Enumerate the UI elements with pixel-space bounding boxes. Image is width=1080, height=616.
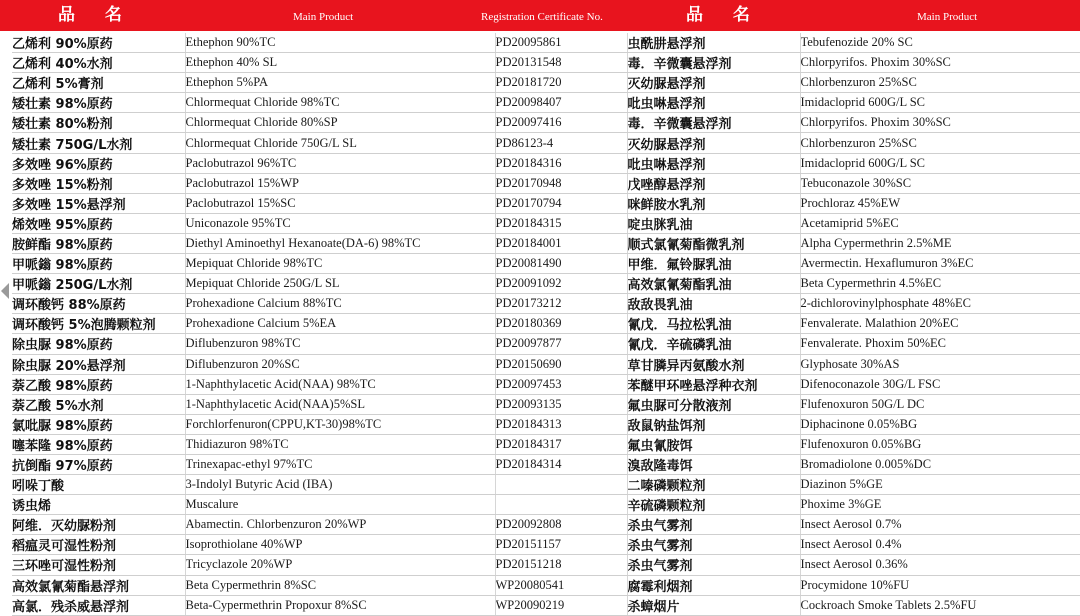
product-name-cn-right: 咪鲜胺水乳剂 [627, 193, 800, 213]
main-product-en: Ethephon 40% SL [185, 53, 495, 73]
registration-number: PD20184315 [495, 213, 627, 233]
product-name-cn-right: 氰戊．马拉松乳油 [627, 314, 800, 334]
main-product-en: Uniconazole 95%TC [185, 213, 495, 233]
registration-number: PD20173212 [495, 294, 627, 314]
table-row [12, 535, 1080, 555]
table-row [12, 374, 1080, 394]
main-product-en: 3-Indolyl Butyric Acid (IBA) [185, 475, 495, 495]
main-product-en: Chlormequat Chloride 80%SP [185, 113, 495, 133]
table-row [12, 53, 1080, 73]
table-row [12, 434, 1080, 454]
registration-number: PD20151218 [495, 555, 627, 575]
main-product-en-right: Fenvalerate. Malathion 20%EC [800, 314, 1080, 334]
main-product-en: Trinexapac-ethyl 97%TC [185, 454, 495, 474]
product-name-cn: 三环唑可湿性粉剂 [12, 555, 185, 575]
registration-number [495, 475, 627, 495]
main-product-en-right: Fenvalerate. Phoxim 50%EC [800, 334, 1080, 354]
registration-number: PD20081490 [495, 254, 627, 274]
registration-number: PD20098407 [495, 93, 627, 113]
main-product-en: 1-Naphthylacetic Acid(NAA)5%SL [185, 394, 495, 414]
registration-number: PD20184314 [495, 454, 627, 474]
table-row [12, 555, 1080, 575]
main-product-en-right: Insect Aerosol 0.7% [800, 515, 1080, 535]
product-name-cn: 萘乙酸 5%水剂 [12, 394, 185, 414]
product-name-cn-right: 氟虫脲可分散液剂 [627, 394, 800, 414]
product-name-cn: 调环酸钙 88%原药 [12, 294, 185, 314]
main-product-en: Prohexadione Calcium 88%TC [185, 294, 495, 314]
registration-number [495, 495, 627, 515]
product-name-cn: 氯吡脲 98%原药 [12, 414, 185, 434]
main-product-en: 1-Naphthylacetic Acid(NAA) 98%TC [185, 374, 495, 394]
product-name-cn-right: 溴敌隆毒饵 [627, 454, 800, 474]
registration-number: PD20093135 [495, 394, 627, 414]
main-product-en-right: Glyphosate 30%AS [800, 354, 1080, 374]
product-name-cn-right: 二嗪磷颗粒剂 [627, 475, 800, 495]
product-name-cn: 除虫脲 98%原药 [12, 334, 185, 354]
product-name-cn-right: 毒．辛微囊悬浮剂 [627, 53, 800, 73]
main-product-en: Chlormequat Chloride 750G/L SL [185, 133, 495, 153]
main-product-en: Mepiquat Chloride 250G/L SL [185, 274, 495, 294]
product-name-cn: 高效氯氰菊酯悬浮剂 [12, 575, 185, 595]
main-product-en: Mepiquat Chloride 98%TC [185, 254, 495, 274]
registration-number: PD20170794 [495, 193, 627, 213]
main-product-en-right: Insect Aerosol 0.36% [800, 555, 1080, 575]
main-product-en-right: Chlorbenzuron 25%SC [800, 73, 1080, 93]
main-product-en-right: Phoxime 3%GE [800, 495, 1080, 515]
product-name-cn-right: 氟虫氰胺饵 [627, 434, 800, 454]
table-row [12, 113, 1080, 133]
product-name-cn-right: 戊唑醇悬浮剂 [627, 173, 800, 193]
table-row [12, 233, 1080, 253]
product-name-cn: 多效唑 96%原药 [12, 153, 185, 173]
product-name-cn: 乙烯利 5%膏剂 [12, 73, 185, 93]
table-row [12, 173, 1080, 193]
product-name-cn: 多效唑 15%粉剂 [12, 173, 185, 193]
product-name-cn: 吲哚丁酸 [12, 475, 185, 495]
main-product-en-right: Insect Aerosol 0.4% [800, 535, 1080, 555]
product-name-cn-right: 灭幼脲悬浮剂 [627, 133, 800, 153]
table-row [12, 294, 1080, 314]
table-row [12, 475, 1080, 495]
main-product-en-right: Imidacloprid 600G/L SC [800, 93, 1080, 113]
table-row [12, 334, 1080, 354]
table-row [12, 495, 1080, 515]
main-product-en: Isoprothiolane 40%WP [185, 535, 495, 555]
product-name-cn: 萘乙酸 98%原药 [12, 374, 185, 394]
registration-number: PD20092808 [495, 515, 627, 535]
main-product-en: Paclobutrazol 15%WP [185, 173, 495, 193]
product-name-cn: 乙烯利 90%原药 [12, 33, 185, 53]
main-product-en-right: Flufenoxuron 0.05%BG [800, 434, 1080, 454]
main-product-en: Chlormequat Chloride 98%TC [185, 93, 495, 113]
main-product-en: Beta-Cypermethrin Propoxur 8%SC [185, 595, 495, 615]
header-name-left: 品 名 [58, 5, 134, 25]
registration-number: PD20184316 [495, 153, 627, 173]
product-name-cn-right: 吡虫啉悬浮剂 [627, 93, 800, 113]
registration-number: PD20150690 [495, 354, 627, 374]
main-product-en-right: Beta Cypermethrin 4.5%EC [800, 274, 1080, 294]
table-row [12, 213, 1080, 233]
main-product-en-right: Bromadiolone 0.005%DC [800, 454, 1080, 474]
product-name-cn: 阿维．灭幼脲粉剂 [12, 515, 185, 535]
product-name-cn: 矮壮素 98%原药 [12, 93, 185, 113]
product-name-cn-right: 敌敌畏乳油 [627, 294, 800, 314]
main-product-en: Diflubenzuron 98%TC [185, 334, 495, 354]
registration-number: PD20097416 [495, 113, 627, 133]
main-product-en: Forchlorfenuron(CPPU,KT-30)98%TC [185, 414, 495, 434]
registration-number: PD20097453 [495, 374, 627, 394]
table-header [0, 0, 1080, 31]
main-product-en: Prohexadione Calcium 5%EA [185, 314, 495, 334]
main-product-en: Paclobutrazol 96%TC [185, 153, 495, 173]
registration-number: PD20131548 [495, 53, 627, 73]
product-name-cn-right: 草甘膦异丙氨酸水剂 [627, 354, 800, 374]
main-product-en-right: Imidacloprid 600G/L SC [800, 153, 1080, 173]
product-name-cn-right: 高效氯氰菊酯乳油 [627, 274, 800, 294]
registration-number: WP20080541 [495, 575, 627, 595]
registration-number: PD20170948 [495, 173, 627, 193]
product-name-cn-right: 虫酰肼悬浮剂 [627, 33, 800, 53]
table-row [12, 93, 1080, 113]
product-name-cn: 除虫脲 20%悬浮剂 [12, 354, 185, 374]
main-product-en: Paclobutrazol 15%SC [185, 193, 495, 213]
table-row [12, 254, 1080, 274]
main-product-en-right: Alpha Cypermethrin 2.5%ME [800, 233, 1080, 253]
table-row [12, 515, 1080, 535]
table-row [12, 153, 1080, 173]
product-name-cn-right: 敌鼠钠盐饵剂 [627, 414, 800, 434]
header-main-product-right: Main Product [917, 11, 978, 23]
table-row [12, 133, 1080, 153]
header-main-product-left: Main Product [293, 11, 354, 23]
product-name-cn-right: 杀虫气雾剂 [627, 515, 800, 535]
main-product-en-right: Diphacinone 0.05%BG [800, 414, 1080, 434]
product-name-cn-right: 杀虫气雾剂 [627, 555, 800, 575]
main-product-en: Ethephon 90%TC [185, 33, 495, 53]
registration-number: PD20097877 [495, 334, 627, 354]
main-product-en: Ethephon 5%PA [185, 73, 495, 93]
main-product-en: Thidiazuron 98%TC [185, 434, 495, 454]
table-row [12, 595, 1080, 615]
main-product-en: Abamectin. Chlorbenzuron 20%WP [185, 515, 495, 535]
registration-number: PD20184317 [495, 434, 627, 454]
product-table [12, 33, 1080, 616]
main-product-en-right: Flufenoxuron 50G/L DC [800, 394, 1080, 414]
table-row [12, 394, 1080, 414]
product-table-body [12, 33, 1080, 615]
chevron-left-icon[interactable] [0, 281, 10, 301]
product-name-cn: 乙烯利 40%水剂 [12, 53, 185, 73]
main-product-en: Muscalure [185, 495, 495, 515]
main-product-en-right: Procymidone 10%FU [800, 575, 1080, 595]
registration-number: PD20180369 [495, 314, 627, 334]
product-name-cn: 高氯．残杀威悬浮剂 [12, 595, 185, 615]
product-name-cn-right: 腐霉利烟剂 [627, 575, 800, 595]
product-name-cn: 噻苯隆 98%原药 [12, 434, 185, 454]
product-name-cn: 甲哌鎓 250G/L水剂 [12, 274, 185, 294]
product-name-cn-right: 灭幼脲悬浮剂 [627, 73, 800, 93]
main-product-en-right: Tebufenozide 20% SC [800, 33, 1080, 53]
product-name-cn: 稻瘟灵可湿性粉剂 [12, 535, 185, 555]
product-name-cn: 烯效唑 95%原药 [12, 213, 185, 233]
table-row [12, 414, 1080, 434]
product-name-cn-right: 毒．辛微囊悬浮剂 [627, 113, 800, 133]
main-product-en-right: Prochloraz 45%EW [800, 193, 1080, 213]
registration-number: PD20091092 [495, 274, 627, 294]
registration-number: WP20090219 [495, 595, 627, 615]
main-product-en-right: Difenoconazole 30G/L FSC [800, 374, 1080, 394]
registration-number: PD20151157 [495, 535, 627, 555]
product-name-cn: 调环酸钙 5%泡腾颗粒剂 [12, 314, 185, 334]
table-row [12, 314, 1080, 334]
table-row [12, 274, 1080, 294]
table-row [12, 73, 1080, 93]
product-name-cn: 抗倒酯 97%原药 [12, 454, 185, 474]
product-name-cn: 甲哌鎓 98%原药 [12, 254, 185, 274]
main-product-en: Diflubenzuron 20%SC [185, 354, 495, 374]
registration-number: PD20184001 [495, 233, 627, 253]
main-product-en-right: Acetamiprid 5%EC [800, 213, 1080, 233]
product-name-cn-right: 氰戊．辛硫磷乳油 [627, 334, 800, 354]
product-name-cn-right: 吡虫啉悬浮剂 [627, 153, 800, 173]
main-product-en-right: Chlorpyrifos. Phoxim 30%SC [800, 113, 1080, 133]
product-name-cn-right: 顺式氯氰菊酯微乳剂 [627, 233, 800, 253]
registration-number: PD20181720 [495, 73, 627, 93]
main-product-en-right: 2-dichlorovinylphosphate 48%EC [800, 294, 1080, 314]
table-row [12, 193, 1080, 213]
main-product-en-right: Tebuconazole 30%SC [800, 173, 1080, 193]
product-name-cn: 矮壮素 80%粉剂 [12, 113, 185, 133]
table-row [12, 354, 1080, 374]
main-product-en: Beta Cypermethrin 8%SC [185, 575, 495, 595]
table-row [12, 454, 1080, 474]
product-name-cn: 矮壮素 750G/L水剂 [12, 133, 185, 153]
main-product-en-right: Avermectin. Hexaflumuron 3%EC [800, 254, 1080, 274]
product-name-cn: 胺鲜酯 98%原药 [12, 233, 185, 253]
product-name-cn-right: 啶虫脒乳油 [627, 213, 800, 233]
main-product-en-right: Chlorpyrifos. Phoxim 30%SC [800, 53, 1080, 73]
product-name-cn-right: 苯醚甲环唑悬浮种衣剂 [627, 374, 800, 394]
header-name-right: 品 名 [686, 5, 762, 25]
main-product-en-right: Cockroach Smoke Tablets 2.5%FU [800, 595, 1080, 615]
main-product-en: Diethyl Aminoethyl Hexanoate(DA-6) 98%TC [185, 233, 495, 253]
product-name-cn: 多效唑 15%悬浮剂 [12, 193, 185, 213]
header-registration: Registration Certificate No. [481, 11, 603, 23]
registration-number: PD20184313 [495, 414, 627, 434]
main-product-en-right: Diazinon 5%GE [800, 475, 1080, 495]
registration-number: PD86123-4 [495, 133, 627, 153]
product-name-cn-right: 杀蟑烟片 [627, 595, 800, 615]
product-name-cn-right: 辛硫磷颗粒剂 [627, 495, 800, 515]
main-product-en: Tricyclazole 20%WP [185, 555, 495, 575]
table-row [12, 33, 1080, 53]
product-name-cn-right: 杀虫气雾剂 [627, 535, 800, 555]
main-product-en-right: Chlorbenzuron 25%SC [800, 133, 1080, 153]
product-name-cn: 诱虫烯 [12, 495, 185, 515]
table-row [12, 575, 1080, 595]
registration-number: PD20095861 [495, 33, 627, 53]
product-name-cn-right: 甲维．氟铃脲乳油 [627, 254, 800, 274]
